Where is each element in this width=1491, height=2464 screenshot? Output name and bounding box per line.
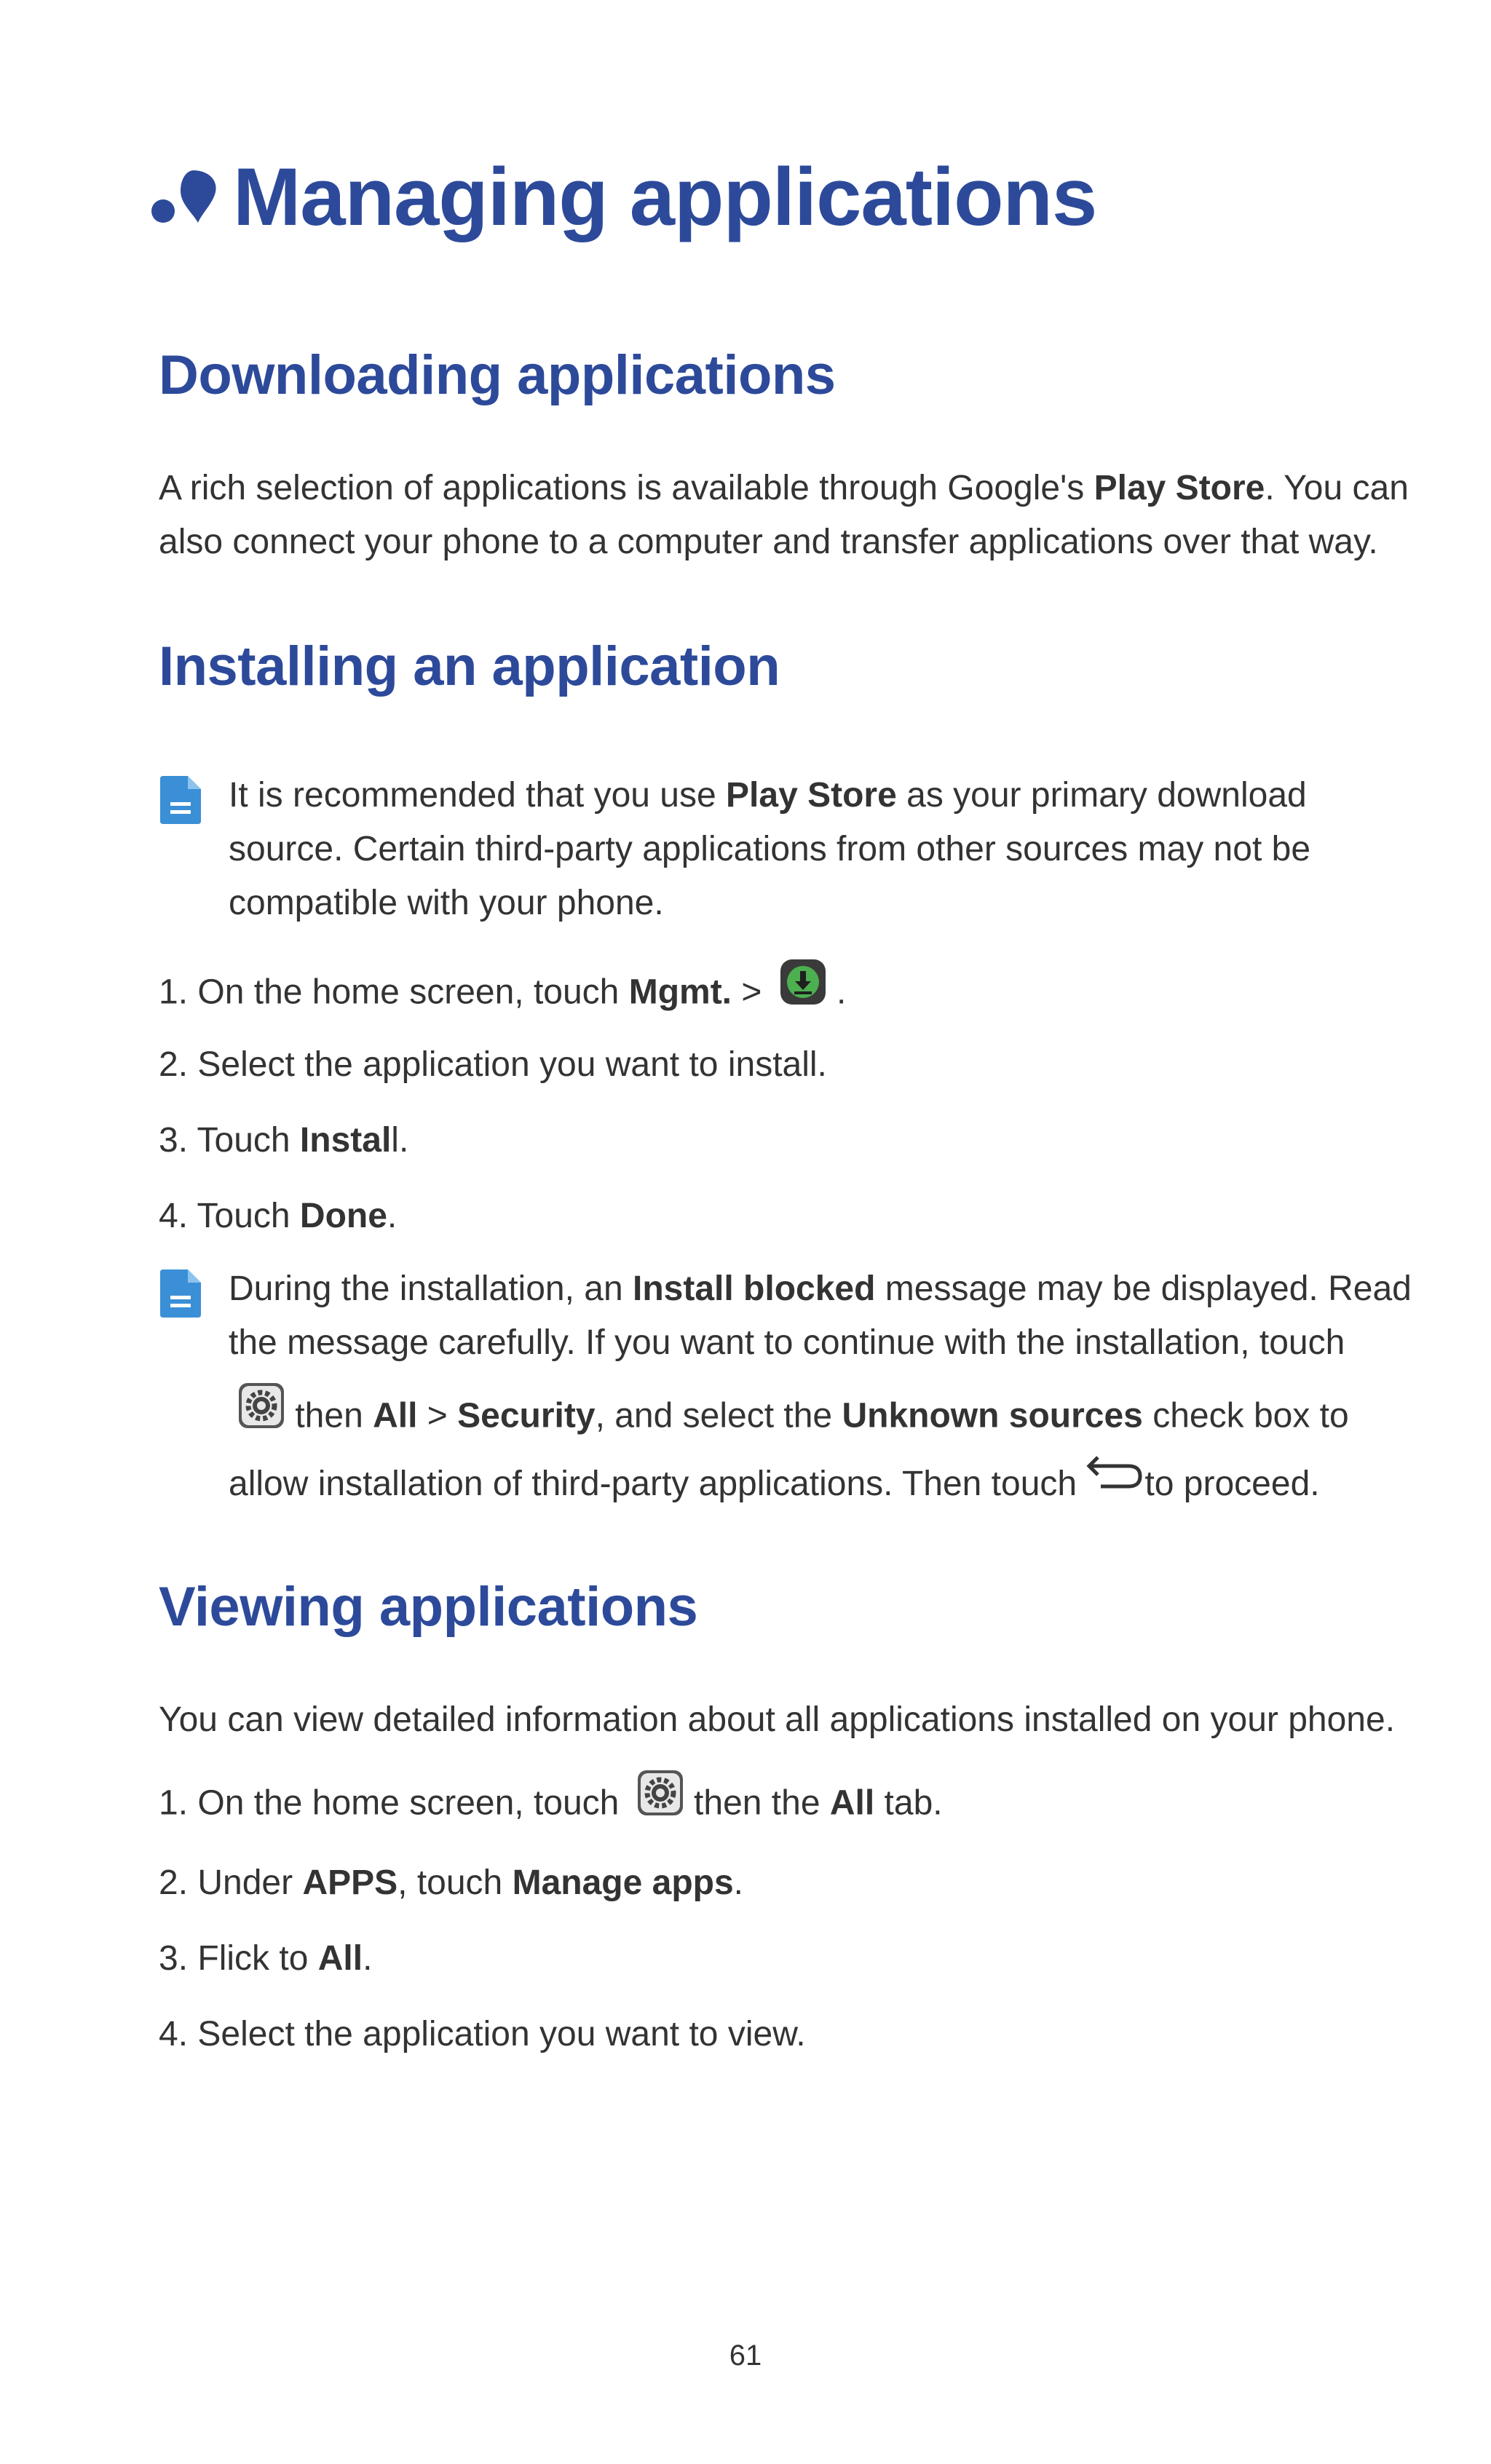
text: allow installation of third-party applications. Then touch xyxy=(229,1465,1087,1503)
back-icon xyxy=(1086,1454,1144,1508)
install-step-3 xyxy=(159,1114,408,1168)
bold-text: All xyxy=(829,1783,875,1823)
bold-text: Play Store xyxy=(1093,469,1265,507)
bold-text: Unknown sources xyxy=(842,1396,1143,1435)
text: 1. On the home screen, touch xyxy=(159,1783,629,1823)
note2-line4 xyxy=(229,1457,1320,1513)
bold-text: All xyxy=(373,1396,418,1435)
bold-text: Mgmt. xyxy=(628,972,732,1012)
page-number: 61 xyxy=(729,2340,762,2372)
page-title: Managing applications xyxy=(233,151,1097,242)
view-step-4: 4. Select the application you want to view. xyxy=(159,2015,806,2053)
text: . xyxy=(363,1939,373,1978)
settings-icon xyxy=(636,1769,684,1833)
text: to proceed. xyxy=(1144,1465,1320,1503)
text: then xyxy=(285,1396,373,1435)
text: 3. Touch xyxy=(159,1121,300,1160)
note1-line3: compatible with your phone. xyxy=(229,884,664,922)
bold-text: Security xyxy=(457,1396,596,1435)
bold-text: Done xyxy=(299,1197,387,1235)
note-icon xyxy=(159,1268,202,1319)
download-icon xyxy=(779,958,827,1022)
section-title-downloading: Downloading applications xyxy=(159,344,836,406)
text: > xyxy=(417,1396,458,1435)
text: 4. Touch xyxy=(159,1197,300,1235)
text: A rich selection of applications is available through Google's xyxy=(159,469,1094,507)
text: 2. Under xyxy=(159,1863,303,1902)
install-step-1 xyxy=(159,962,846,1026)
note1-line2: source. Certain third-party applications from other sources may not be xyxy=(229,830,1311,868)
text: . xyxy=(733,1863,744,1902)
text: . xyxy=(826,972,847,1012)
downloading-paragraph-line1 xyxy=(159,461,1409,515)
note2-line1 xyxy=(229,1262,1412,1316)
text: then the xyxy=(684,1783,830,1823)
view-step-1 xyxy=(159,1773,943,1837)
note1-line1 xyxy=(229,769,1307,823)
text: 3. Flick to xyxy=(159,1939,318,1978)
text: message may be displayed. Read xyxy=(875,1269,1412,1308)
bold-text: Instal xyxy=(299,1121,392,1160)
section-title-viewing: Viewing applications xyxy=(159,1576,698,1638)
text: , and select the xyxy=(595,1396,842,1435)
text: 1. On the home screen, touch xyxy=(159,972,629,1012)
view-step-2 xyxy=(159,1856,743,1910)
section-title-installing: Installing an application xyxy=(159,635,780,697)
text: , touch xyxy=(398,1863,513,1902)
text: It is recommended that you use xyxy=(229,776,727,815)
chapter-droplet-icon xyxy=(149,160,221,233)
note2-line2: the message carefully. If you want to continue with the installation, touch xyxy=(229,1323,1345,1362)
install-step-2: 2. Select the application you want to install. xyxy=(159,1045,827,1084)
text: tab. xyxy=(874,1783,943,1823)
note2-line3 xyxy=(237,1386,1349,1450)
viewing-intro: You can view detailed information about all applications installed on your phone. xyxy=(159,1700,1396,1739)
bold-text: APPS xyxy=(302,1863,398,1902)
text: During the installation, an xyxy=(229,1269,633,1308)
downloading-paragraph-line2: also connect your phone to a computer and transfer applications over that way. xyxy=(159,523,1378,561)
text: l. xyxy=(391,1121,409,1160)
bold-text: All xyxy=(317,1939,363,1978)
bold-text: Manage apps xyxy=(512,1863,734,1902)
install-step-4 xyxy=(159,1189,397,1243)
text: check box to xyxy=(1142,1396,1349,1435)
text: > xyxy=(732,972,772,1012)
bold-text: Play Store xyxy=(726,776,897,815)
text: as your primary download xyxy=(896,776,1307,815)
text: . xyxy=(387,1197,398,1235)
bold-text: Install blocked xyxy=(633,1269,876,1308)
settings-icon xyxy=(237,1382,285,1446)
view-step-3 xyxy=(159,1932,372,1986)
text: . You can xyxy=(1265,469,1409,507)
note-icon xyxy=(159,775,202,825)
